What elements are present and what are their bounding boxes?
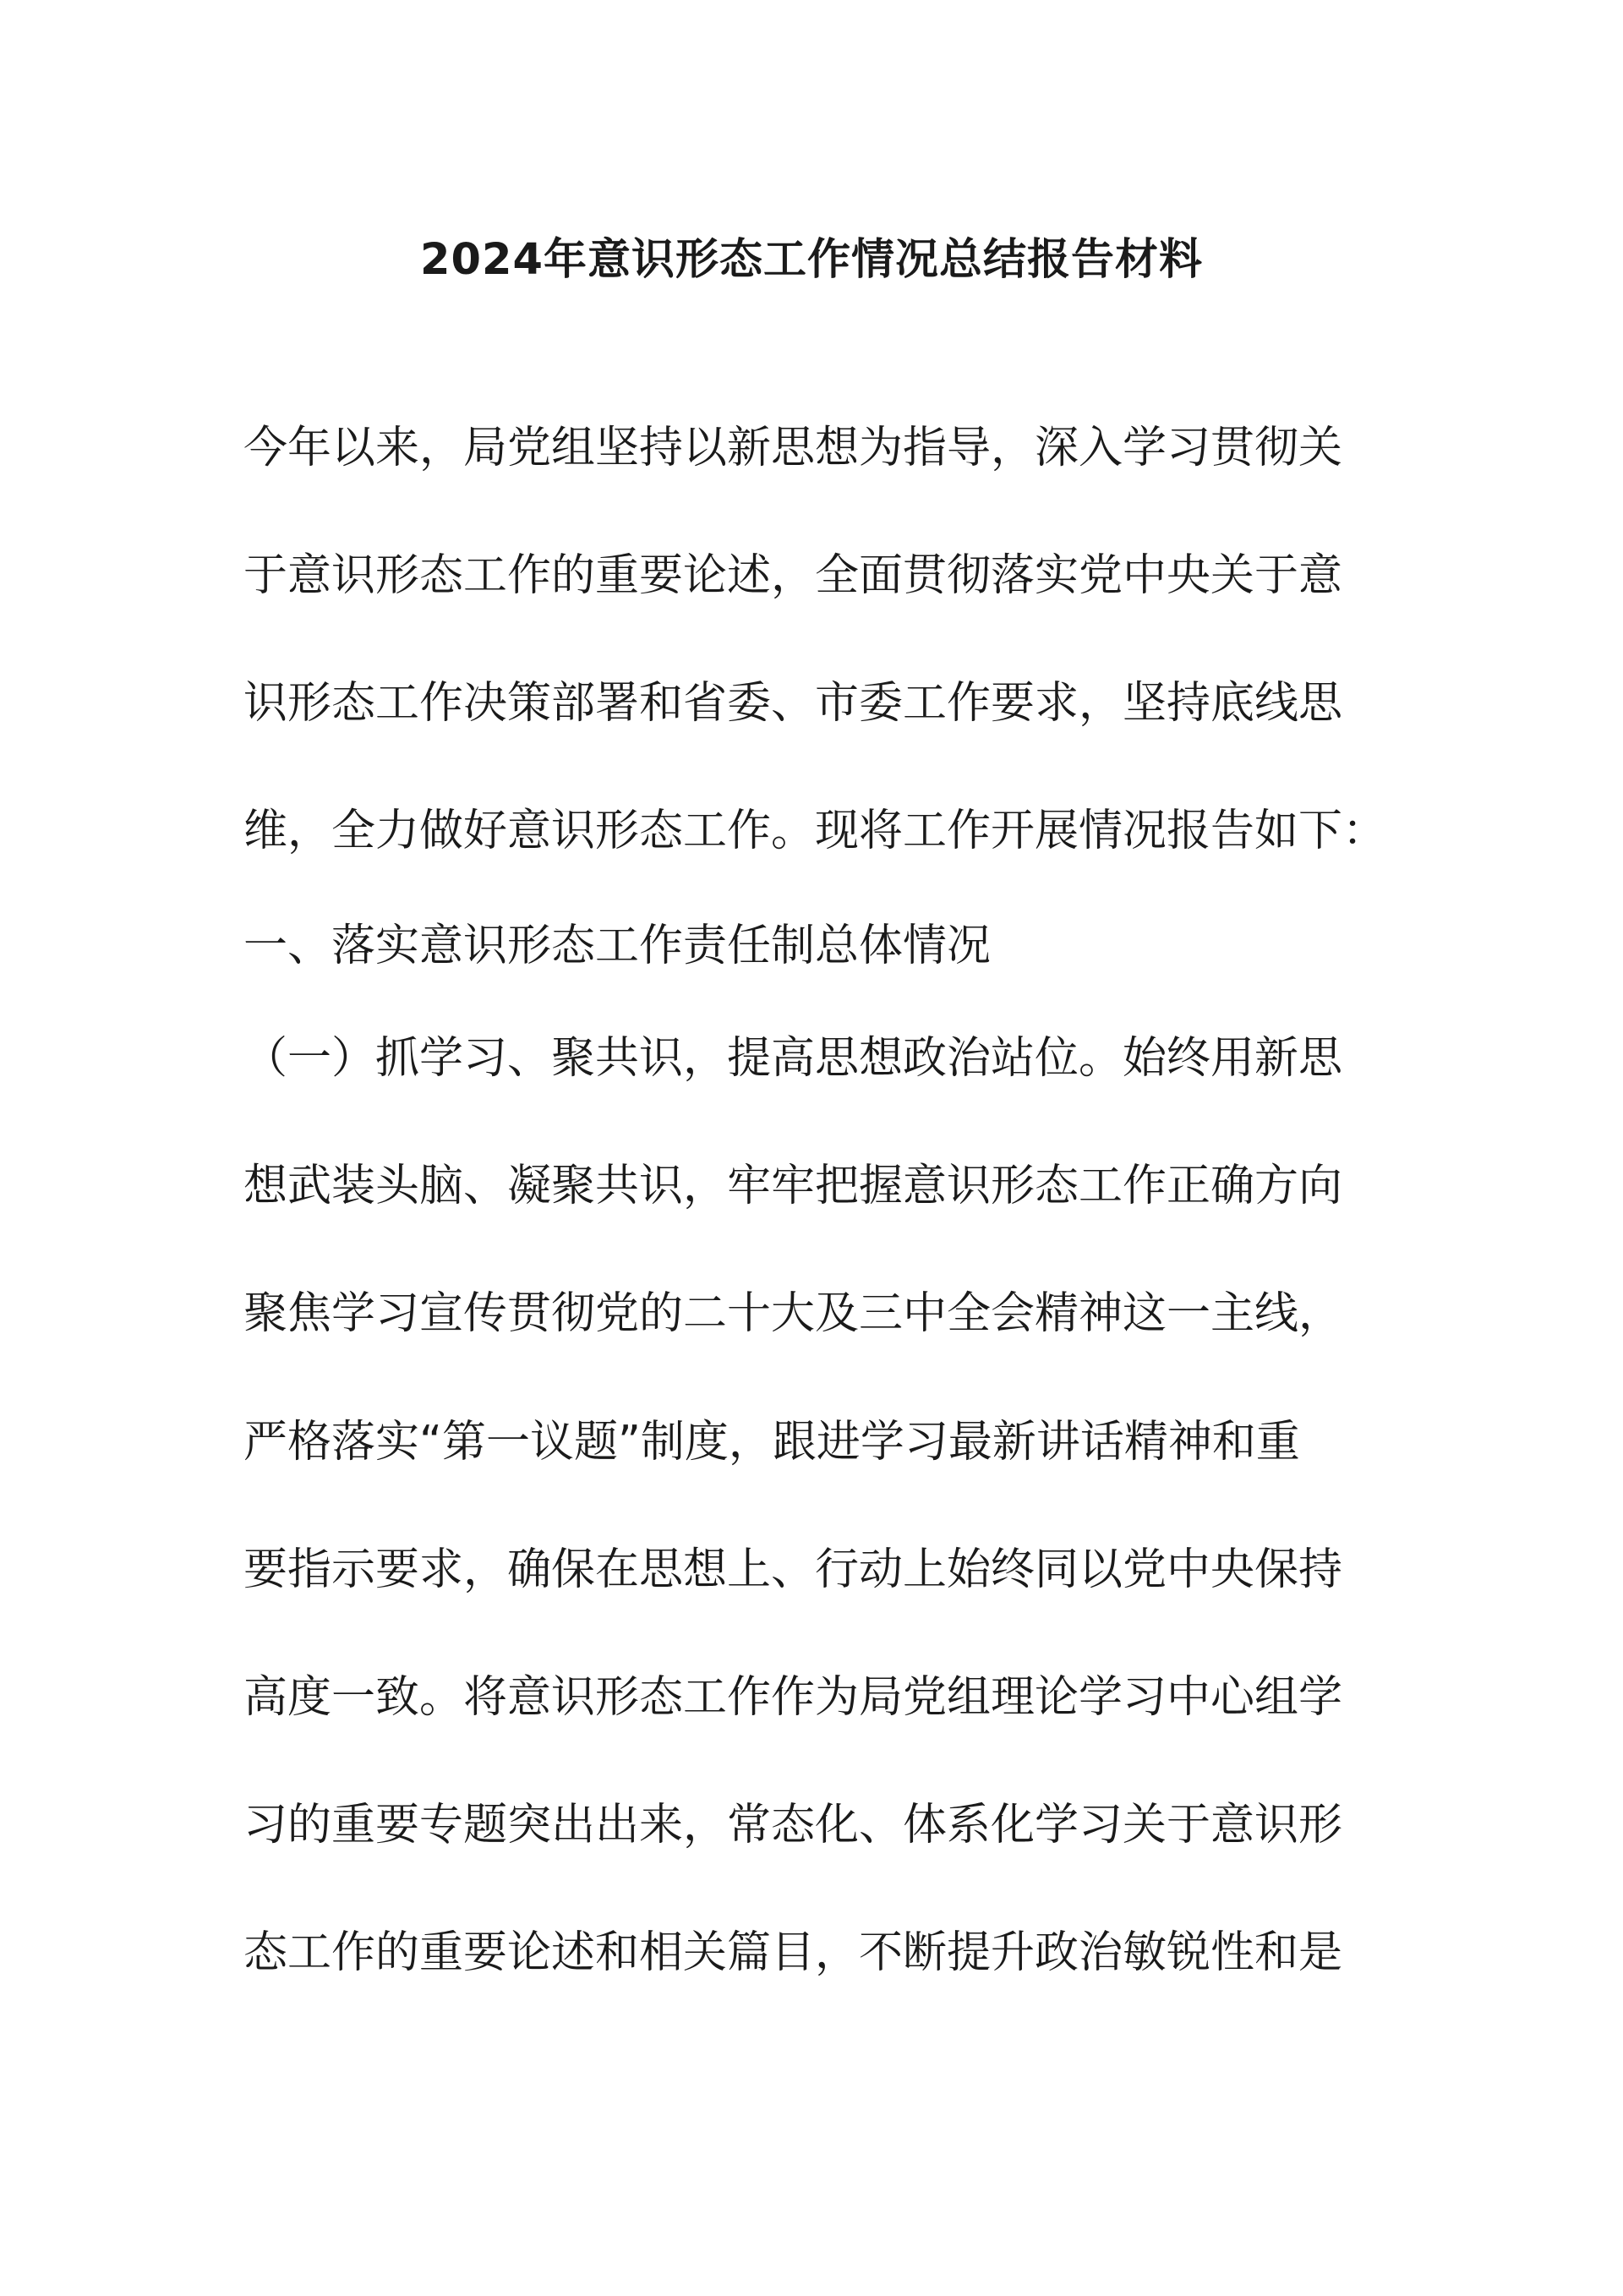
body-line-6: （一）抓学习、聚共识，提高思想政治站位。始终用新思 <box>243 1033 1343 1084</box>
body-line-8: 聚焦学习宣传贯彻党的二十大及三中全会精神这一主线， <box>243 1288 1343 1339</box>
body-line-12: 习的重要专题突出出来，常态化、体系化学习关于意识形 <box>243 1800 1343 1850</box>
body-line-9: 严格落实“第一议题”制度，跟进学习最新讲话精神和重 <box>243 1417 1300 1468</box>
body-line-13: 态工作的重要论述和相关篇目，不断提升政治敏锐性和是 <box>243 1927 1343 1978</box>
document-title: 2024年意识形态工作情况总结报告材料 <box>420 235 1203 285</box>
body-line-3: 识形态工作决策部署和省委、市委工作要求，坚持底线思 <box>243 678 1343 729</box>
body-line-1: 今年以来，局党组坚持以新思想为指导，深入学习贯彻关 <box>243 423 1343 473</box>
body-line-7: 想武装头脑、凝聚共识，牢牢把握意识形态工作正确方向 <box>243 1161 1343 1211</box>
body-line-11: 高度一致。将意识形态工作作为局党组理论学习中心组学 <box>243 1672 1343 1723</box>
body-line-4: 维，全力做好意识形态工作。现将工作开展情况报告如下： <box>243 806 1387 856</box>
section-heading-1: 一、落实意识形态工作责任制总体情况 <box>243 921 992 971</box>
body-line-10: 要指示要求，确保在思想上、行动上始终同以党中央保持 <box>243 1544 1343 1595</box>
body-line-2: 于意识形态工作的重要论述，全面贯彻落实党中央关于意 <box>243 550 1343 601</box>
